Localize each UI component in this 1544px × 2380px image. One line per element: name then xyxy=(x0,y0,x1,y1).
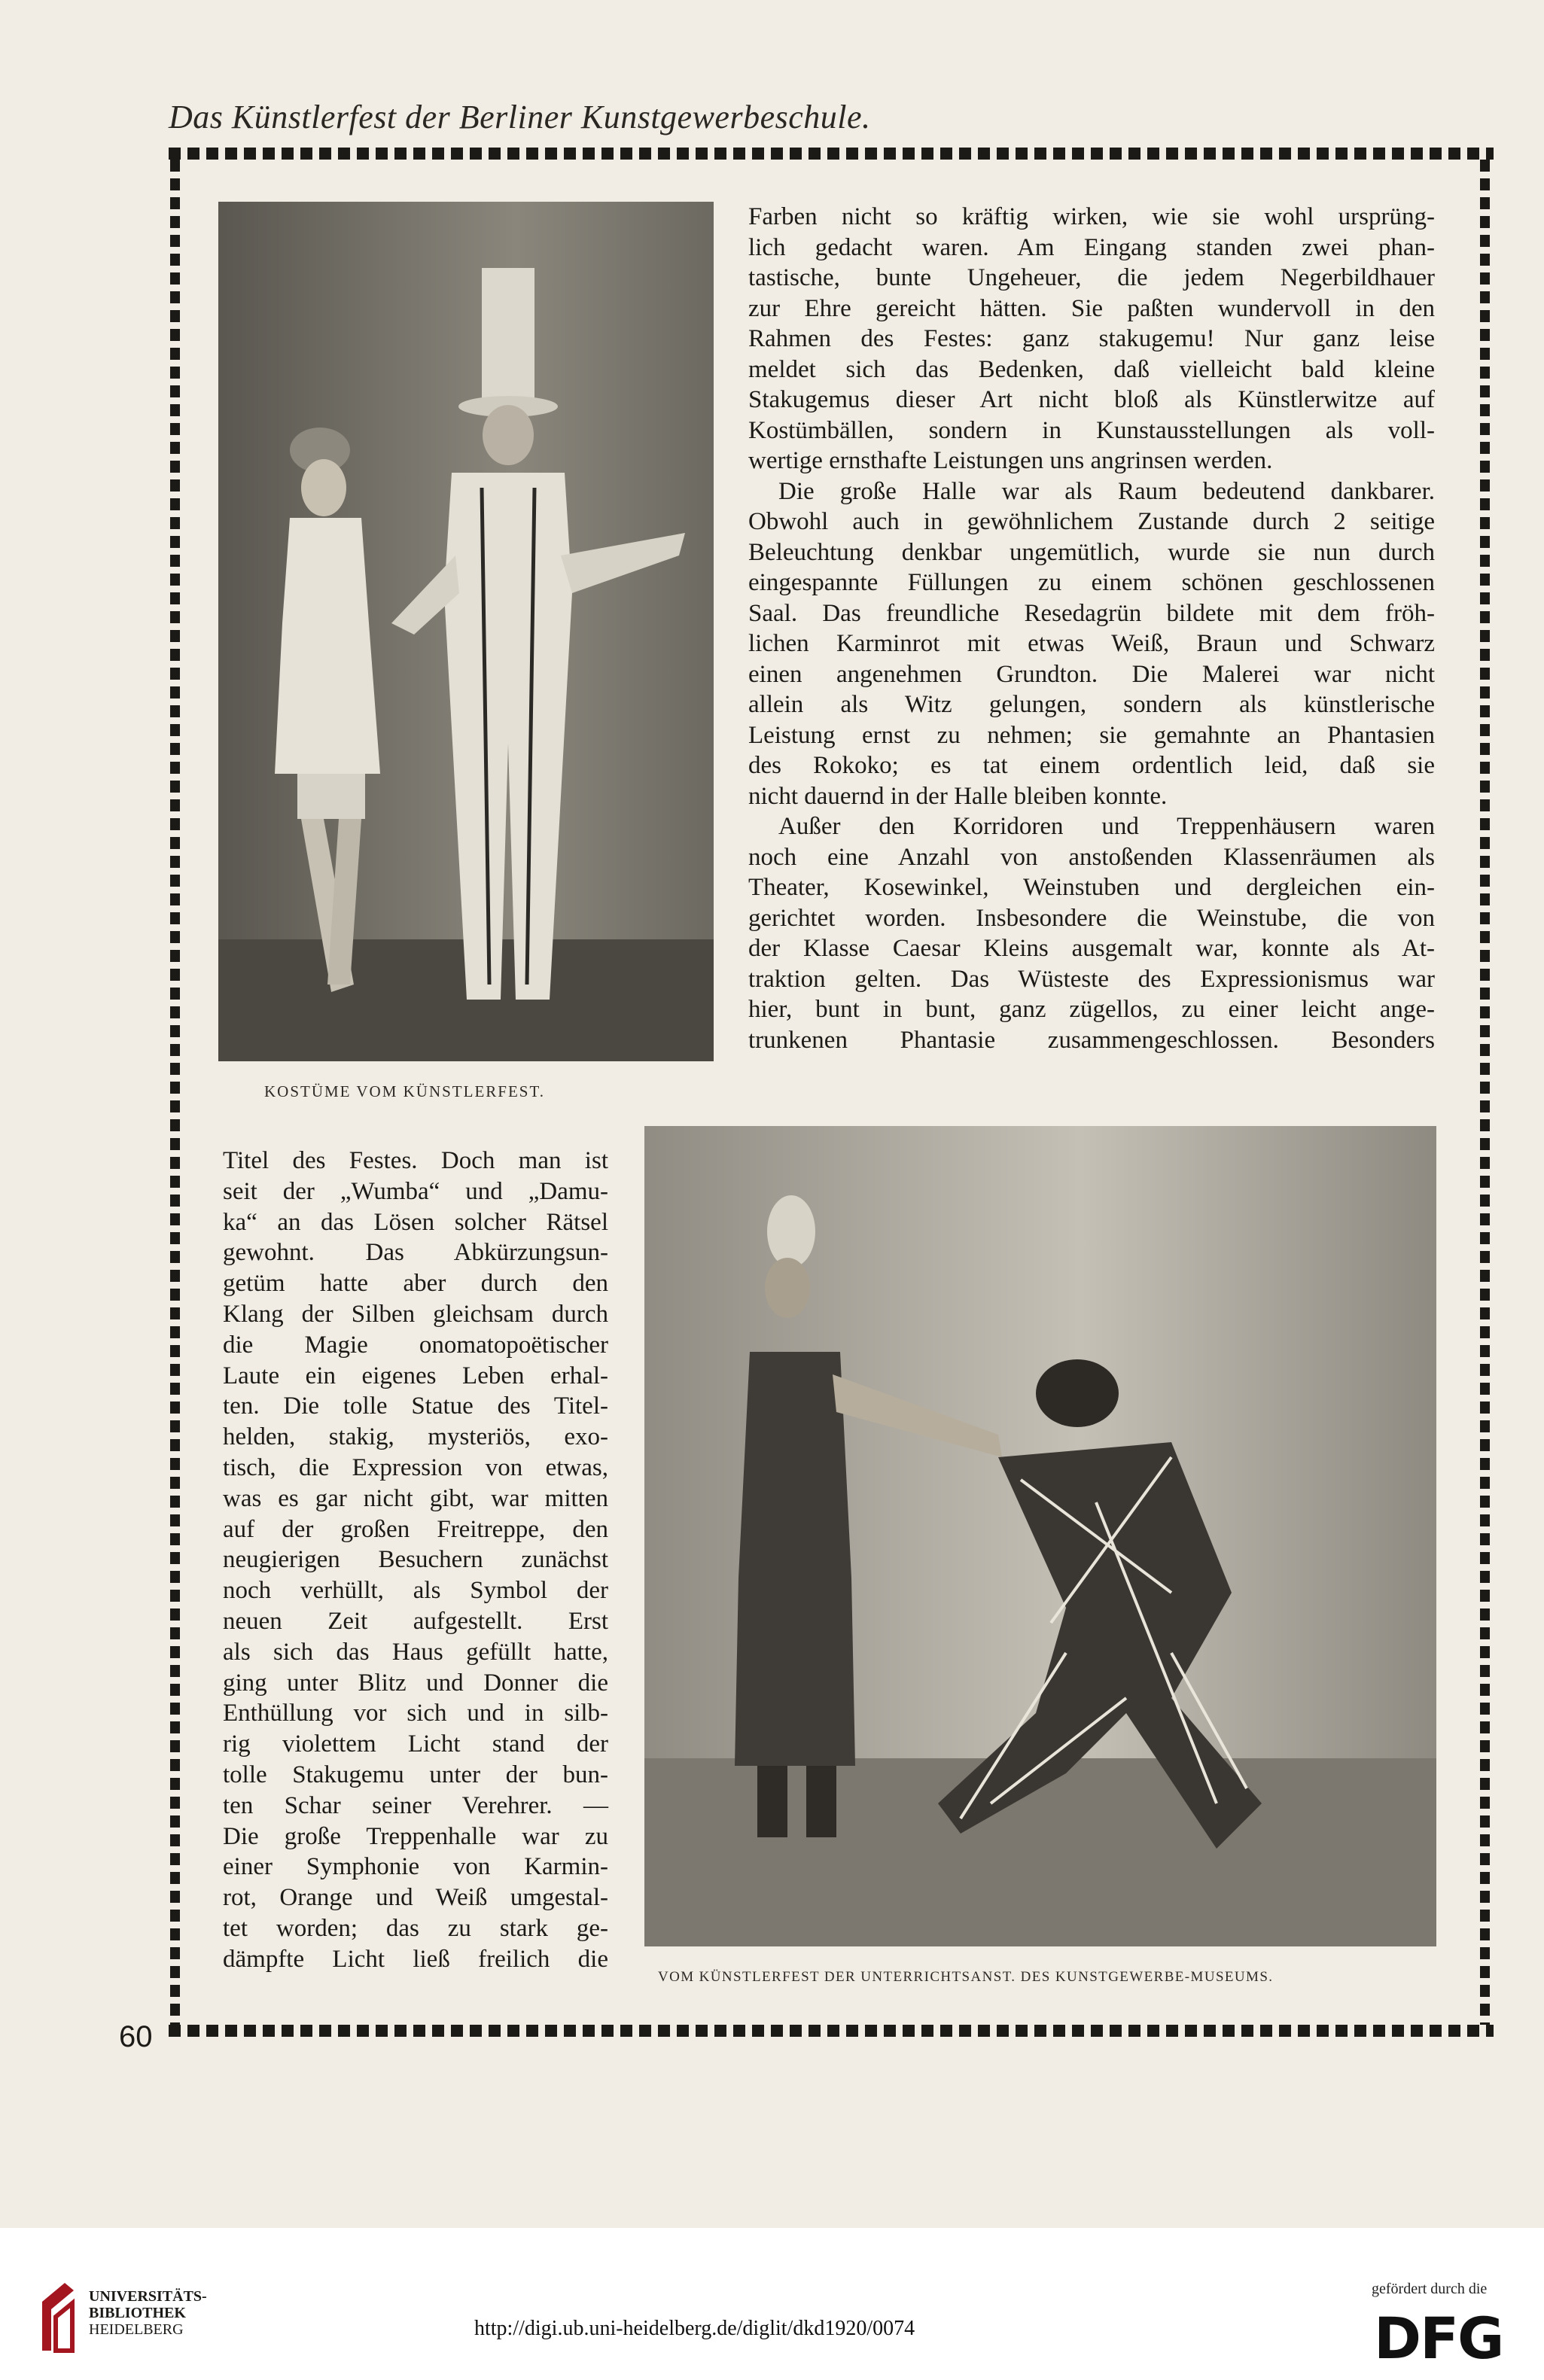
text-line: tastische, bunte Ungeheuer, die jedem Negerbildhauer xyxy=(748,264,1435,291)
text-line: dämpfte Licht ließ freilich die xyxy=(223,1945,608,1973)
footer-bar xyxy=(0,2228,1544,2380)
dfg-logo[interactable]: DFG xyxy=(1374,2305,1503,2372)
text-line: traktion gelten. Das Wüsteste des Expressionismus war xyxy=(748,965,1435,993)
library-name[interactable] xyxy=(89,2288,207,2338)
permalink-url[interactable]: http://digi.ub.uni-heidelberg.de/diglit/dkd1920/0074 xyxy=(474,2317,915,2340)
text-line: Klang der Silben gleichsam durch xyxy=(223,1300,608,1328)
text-line: Rahmen des Festes: ganz stakugemu! Nur ganz leise xyxy=(748,325,1435,352)
text-line: Leistung ernst zu nehmen; sie gemahnte an Phantasien xyxy=(748,721,1435,749)
text-line: Saal. Das freundliche Resedagrün bildete mit dem fröh- xyxy=(748,599,1435,627)
text-line: Obwohl auch in gewöhnlichem Zustande durch 2 seitige xyxy=(748,508,1435,535)
text-line: tisch, die Expression von etwas, xyxy=(223,1453,608,1481)
text-line: getüm hatte aber durch den xyxy=(223,1270,608,1298)
text-line: lichen Karminrot mit etwas Weiß, Braun und Schwarz xyxy=(748,630,1435,657)
text-line: meldet sich das Bedenken, daß vielleicht bald kleine xyxy=(748,355,1435,383)
text-line: neuen Zeit aufgestellt. Erst xyxy=(223,1607,608,1635)
costume-photo xyxy=(218,202,714,1061)
text-line: neugierigen Besuchern zunächst xyxy=(223,1546,608,1574)
text-line: ten Schar seiner Verehrer. — xyxy=(223,1791,608,1819)
dancers-photo-caption: VOM KÜNSTLERFEST DER UNTERRICHTSANST. DES KUNSTGEWERBE-MUSEUMS. xyxy=(658,1969,1274,1985)
text-line: ka“ an das Lösen solcher Rätsel xyxy=(223,1208,608,1236)
border-right xyxy=(1480,160,1490,2025)
text-line: Farben nicht so kräftig wirken, wie sie wohl ursprüng- xyxy=(748,203,1435,230)
text-line: nicht dauernd in der Halle bleiben konnte. xyxy=(748,782,1168,810)
text-line: zur Ehre gereicht hätten. Sie paßten wundervoll in den xyxy=(748,294,1435,322)
text-line: tet worden; das zu stark ge- xyxy=(223,1914,608,1942)
text-line: eingespannte Füllungen zu einem schönen geschlossenen xyxy=(748,569,1435,596)
text-line: rot, Orange und Weiß umgestal- xyxy=(223,1884,608,1912)
running-title: Das Künstlerfest der Berliner Kunstgewerbeschule. xyxy=(169,99,871,135)
dancers-photo xyxy=(644,1126,1436,1946)
text-line: Kostümbällen, sondern in Kunstausstellungen als voll- xyxy=(748,416,1435,444)
text-line: gewohnt. Das Abkürzungsun- xyxy=(223,1239,608,1267)
costume-photo-caption: KOSTÜME VOM KÜNSTLERFEST. xyxy=(264,1082,545,1100)
text-line: allein als Witz gelungen, sondern als künstlerische xyxy=(748,691,1435,718)
text-line: ten. Die tolle Statue des Titel- xyxy=(223,1392,608,1420)
university-library-logo-icon xyxy=(35,2279,80,2354)
text-line: gerichtet worden. Insbesondere die Weinstube, die von xyxy=(748,904,1435,932)
text-line: Enthüllung vor sich und in silb- xyxy=(223,1700,608,1727)
library-name-line: HEIDELBERG xyxy=(89,2321,184,2338)
border-bottom xyxy=(169,2025,1494,2037)
text-line: die Magie onomatopoëtischer xyxy=(223,1331,608,1359)
text-line: Laute ein eigenes Leben erhal- xyxy=(223,1362,608,1389)
text-line: seit der „Wumba“ und „Damu- xyxy=(223,1177,608,1205)
text-line: noch eine Anzahl von anstoßenden Klassenräumen als xyxy=(748,843,1435,871)
text-line: ging unter Blitz und Donner die xyxy=(223,1669,608,1697)
text-line: Theater, Kosewinkel, Weinstuben und dergleichen ein- xyxy=(748,874,1435,901)
text-line: auf der großen Freitreppe, den xyxy=(223,1515,608,1543)
text-line: Stakugemus dieser Art nicht bloß als Künstlerwitze auf xyxy=(748,386,1435,413)
text-line: lich gedacht waren. Am Eingang standen zwei phan- xyxy=(748,233,1435,261)
text-line: rig violettem Licht stand der xyxy=(223,1730,608,1758)
text-line: helden, stakig, mysteriös, exo- xyxy=(223,1423,608,1451)
text-line: trunkenen Phantasie zusammengeschlossen. Besonders xyxy=(748,1026,1435,1054)
text-line: tolle Stakugemu unter der bun- xyxy=(223,1761,608,1788)
text-line: des Rokoko; es tat einem ordentlich leid, daß sie xyxy=(748,752,1435,779)
text-line: wertige ernsthafte Leistungen uns angrinsen werden. xyxy=(748,447,1273,474)
text-line: Außer den Korridoren und Treppenhäusern waren xyxy=(778,813,1435,840)
text-line: einer Symphonie von Karmin- xyxy=(223,1853,608,1881)
right-text-column xyxy=(748,202,1435,1055)
text-line: einen angenehmen Grundton. Die Malerei war nicht xyxy=(748,660,1435,688)
text-line: noch verhüllt, als Symbol der xyxy=(223,1577,608,1605)
text-line: Beleuchtung denkbar ungemütlich, wurde sie nun durch xyxy=(748,538,1435,566)
library-name-line: BIBLIOTHEK xyxy=(89,2305,186,2321)
border-left xyxy=(170,160,180,2025)
left-text-column xyxy=(223,1146,608,1975)
text-line: Die große Treppenhalle war zu xyxy=(223,1822,608,1850)
text-line: Titel des Festes. Doch man ist xyxy=(223,1147,608,1174)
text-line: als sich das Haus gefüllt hatte, xyxy=(223,1638,608,1666)
border-top xyxy=(169,148,1494,160)
text-line: der Klasse Caesar Kleins ausgemalt war, konnte als At- xyxy=(748,935,1435,962)
funding-label: gefördert durch die xyxy=(1372,2281,1488,2297)
text-line: hier, bunt in bunt, ganz zügellos, zu einer leicht ange- xyxy=(748,996,1435,1023)
library-name-line: UNIVERSITÄTS- xyxy=(89,2288,207,2305)
text-line: Die große Halle war als Raum bedeutend dankbarer. xyxy=(778,477,1435,505)
page-number: 60 xyxy=(119,2020,153,2053)
text-line: was es gar nicht gibt, war mitten xyxy=(223,1484,608,1512)
